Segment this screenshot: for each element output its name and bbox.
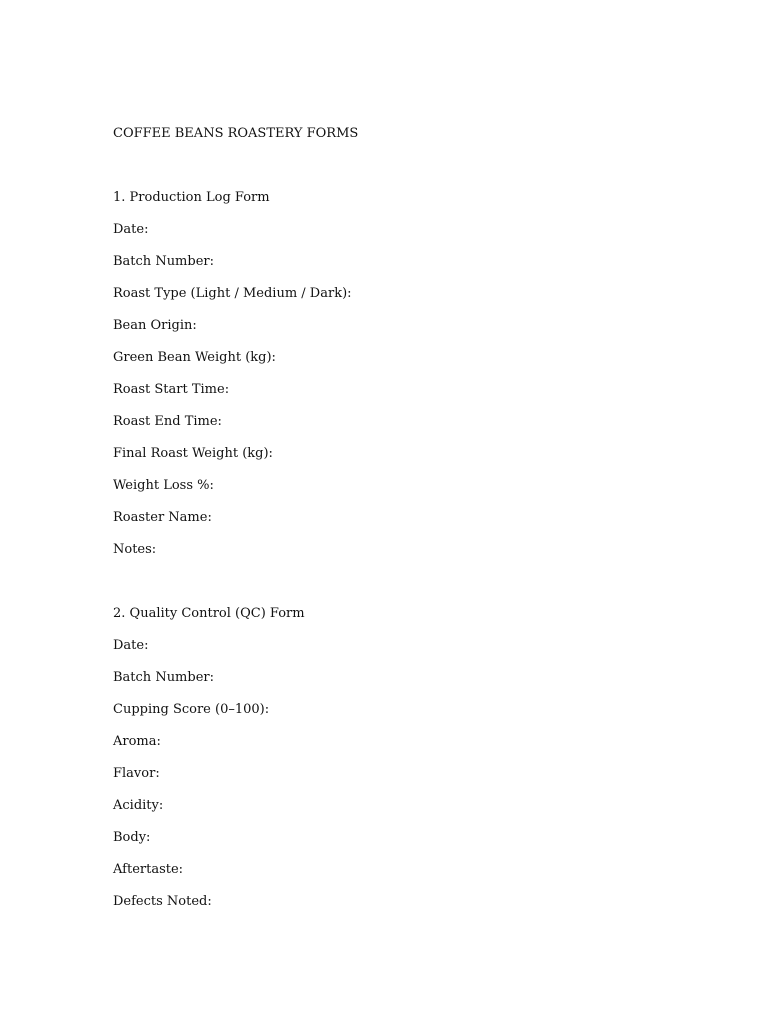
field-label: Bean Origin: xyxy=(113,318,197,333)
field-label: Roaster Name: xyxy=(113,510,212,525)
field-label: Roast Type (Light / Medium / Dark): xyxy=(113,286,352,301)
field-label: Batch Number: xyxy=(113,670,214,685)
field-label: Flavor: xyxy=(113,766,160,781)
document-title: COFFEE BEANS ROASTERY FORMS xyxy=(113,126,359,141)
field-label: Aroma: xyxy=(113,734,161,749)
production-log-section xyxy=(113,189,673,559)
field-label: Weight Loss %: xyxy=(113,478,214,493)
field-label: Batch Number: xyxy=(113,254,214,269)
field-label: Date: xyxy=(113,638,149,653)
field-label: Final Roast Weight (kg): xyxy=(113,446,273,461)
quality-control-section xyxy=(113,605,673,911)
document-body xyxy=(113,125,673,925)
field-label: Defects Noted: xyxy=(113,894,212,909)
field-label: Roast Start Time: xyxy=(113,382,230,397)
section-heading: 1. Production Log Form xyxy=(113,190,270,205)
section-heading: 2. Quality Control (QC) Form xyxy=(113,606,305,621)
field-label: Body: xyxy=(113,830,151,845)
field-label: Roast End Time: xyxy=(113,414,222,429)
field-label: Cupping Score (0–100): xyxy=(113,702,270,717)
field-label: Green Bean Weight (kg): xyxy=(113,350,276,365)
field-label: Date: xyxy=(113,222,149,237)
field-label: Acidity: xyxy=(113,798,164,813)
field-label: Notes: xyxy=(113,542,157,557)
field-label: Aftertaste: xyxy=(113,862,184,877)
